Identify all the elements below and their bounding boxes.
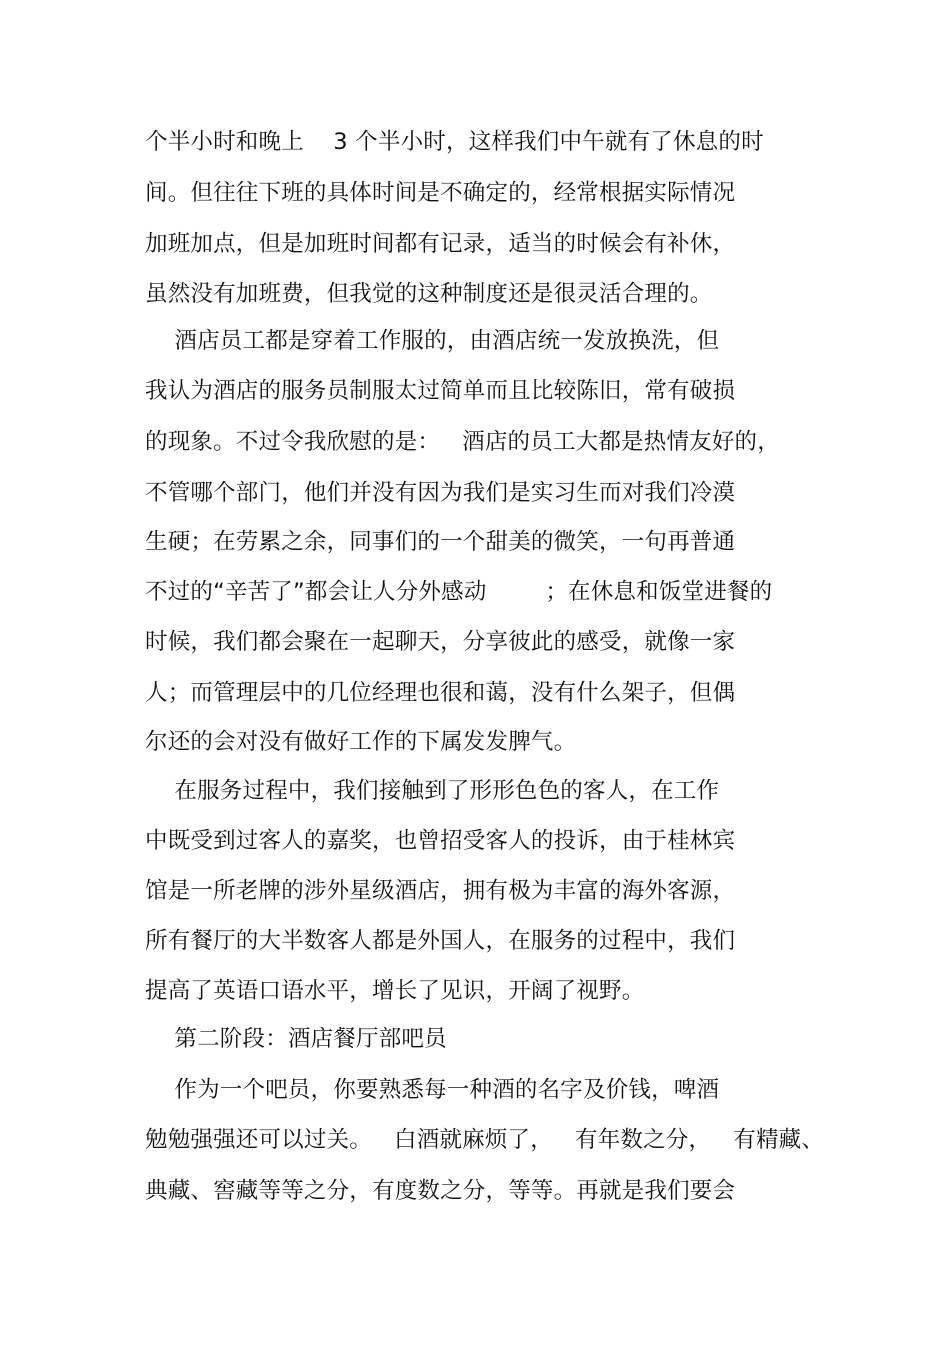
text-line: 提高了英语口语水平，增长了见识，开阔了视野。: [145, 978, 645, 1004]
text-line: 时候，我们都会聚在一起聊天，分享彼此的感受，就像一家: [145, 629, 736, 655]
text-line: 虽然没有加班费，但我觉的这种制度还是很灵活合理的。: [145, 281, 713, 307]
text-line: 加班加点，但是加班时间都有记录，适当的时候会有补休，: [145, 231, 736, 257]
paragraph-start-line: 在服务过程中，我们接触到了形形色色的客人，在工作: [145, 778, 720, 804]
text-line: 个半小时和晚上 3 个半小时，这样我们中午就有了休息的时: [145, 129, 764, 155]
text-line: 人；而管理层中的几位经理也很和蔼，没有什么架子，但偶: [145, 680, 736, 706]
text-line: 的现象。不过令我欣慰的是： 酒店的员工大都是热情友好的，: [145, 429, 780, 455]
text-line: 所有餐厅的大半数客人都是外国人，在服务的过程中，我们: [145, 928, 736, 954]
paragraph-start-line: 作为一个吧员，你要熟悉每一种酒的名字及价钱，啤酒: [145, 1077, 720, 1103]
section-heading: 第二阶段：酒店餐厅部吧员: [145, 1026, 447, 1052]
text-line: 勉勉强强还可以过关。 白酒就麻烦了， 有年数之分， 有精藏、: [145, 1127, 825, 1153]
text-line: 不过的“辛苦了”都会让人分外感动 ；在休息和饭堂进餐的: [145, 579, 773, 605]
text-line: 典藏、窖藏等等之分，有度数之分，等等。再就是我们要会: [145, 1178, 736, 1204]
paragraph-start-line: 酒店员工都是穿着工作服的，由酒店统一发放换洗，但: [145, 328, 720, 354]
text-line: 中既受到过客人的嘉奖，也曾招受客人的投诉，由于桂林宾: [145, 828, 736, 854]
text-line: 尔还的会对没有做好工作的下属发发脾气。: [145, 729, 577, 755]
text-line: 馆是一所老牌的涉外星级酒店，拥有极为丰富的海外客源，: [145, 878, 736, 904]
text-line: 不管哪个部门，他们并没有因为我们是实习生而对我们冷漠: [145, 480, 736, 506]
text-line: 我认为酒店的服务员制服太过简单而且比较陈旧，常有破损: [145, 378, 736, 404]
text-line: 生硬；在劳累之余，同事们的一个甜美的微笑，一句再普通: [145, 529, 736, 555]
text-line: 间。但往往下班的具体时间是不确定的，经常根据实际情况: [145, 180, 736, 206]
